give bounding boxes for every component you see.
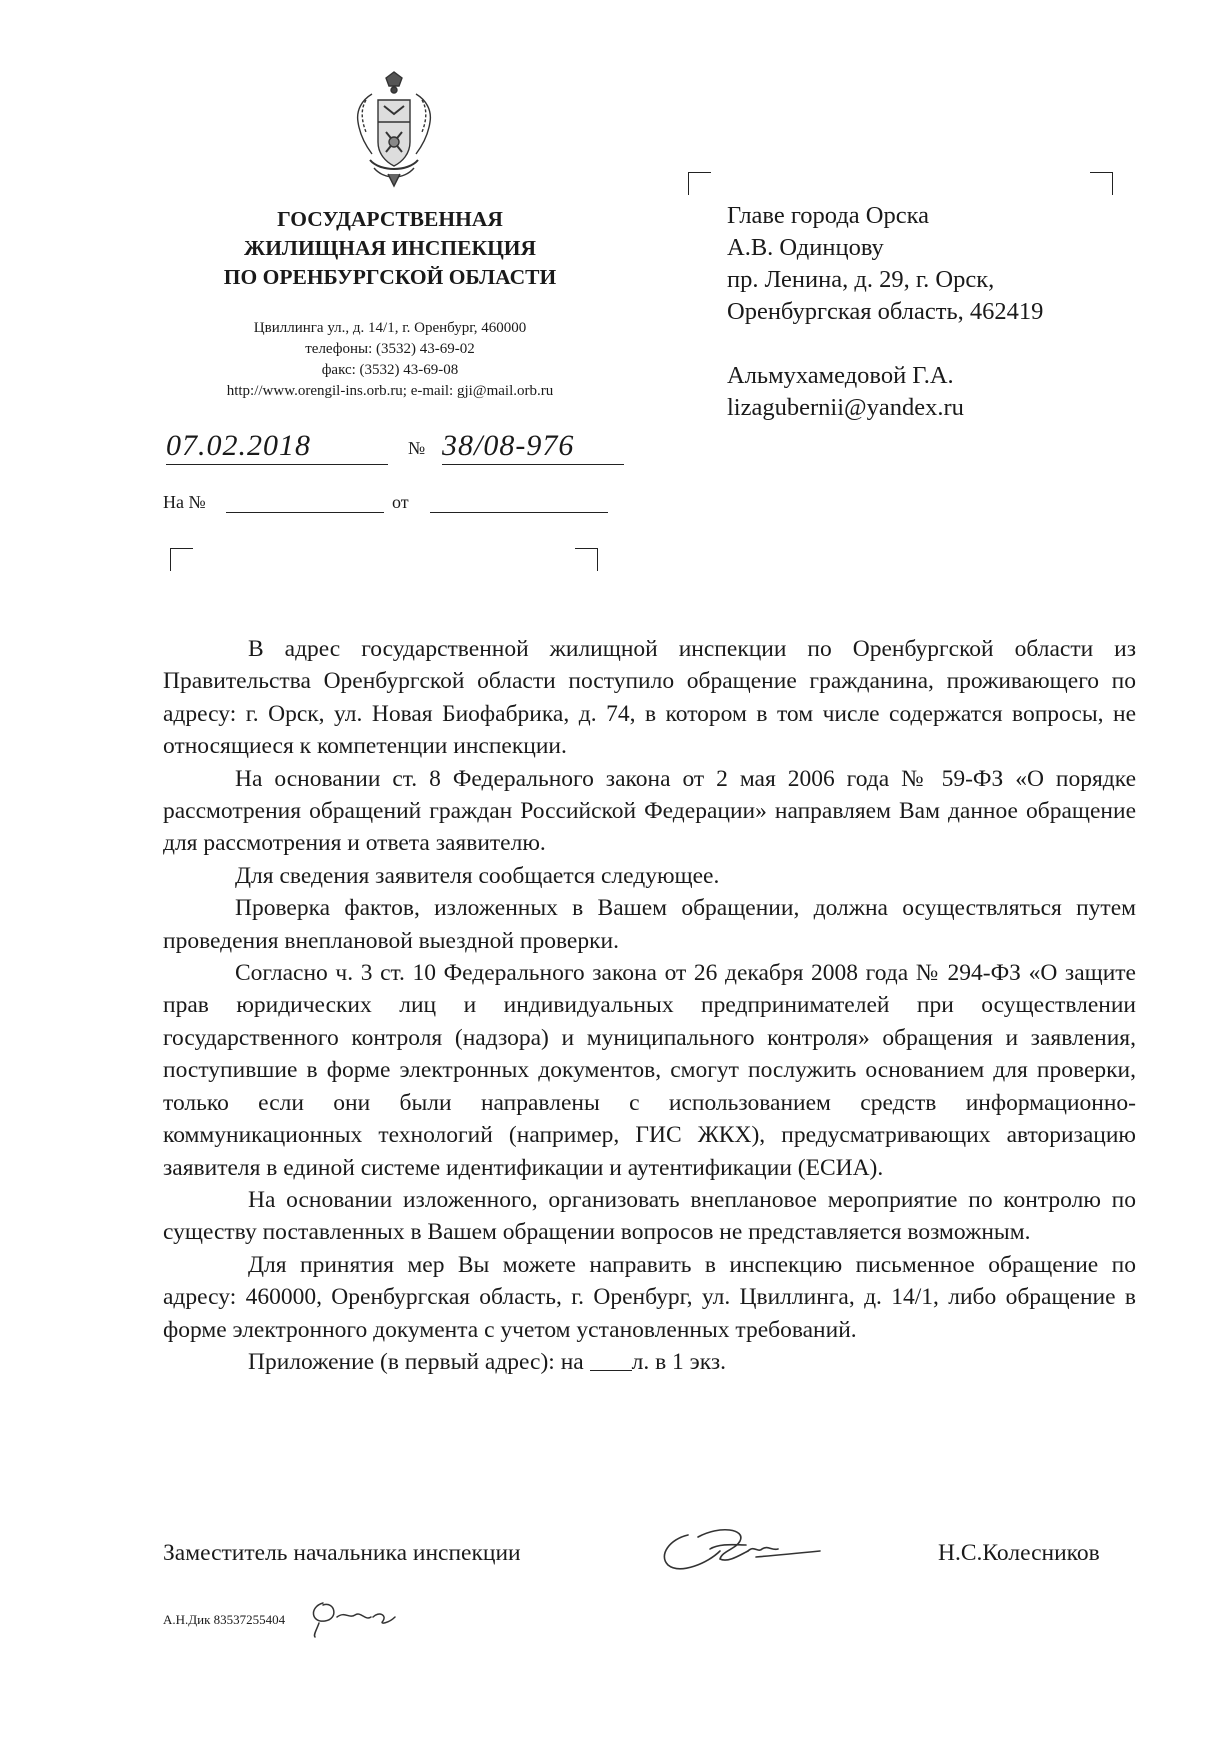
- registration-number-label: №: [408, 438, 426, 458]
- handwritten-signature-icon: [650, 1515, 830, 1577]
- sender-organization: [160, 205, 620, 292]
- letter-body: [163, 633, 1136, 1378]
- annex-suffix: л. в 1 экз.: [631, 1348, 727, 1375]
- body-paragraph: Проверка фактов, изложенных в Вашем обращении, должна осуществляться путем проведения внеплановой выездной проверки.: [163, 895, 1136, 954]
- recipient-line-2: А.В. Одинцову: [727, 234, 884, 261]
- registration-line: [160, 428, 630, 468]
- recipient-line-4: Оренбургская область, 462419: [727, 298, 1044, 325]
- reply-reference-line: [160, 492, 630, 522]
- recipient-block: [727, 200, 1147, 424]
- sender-contacts: [160, 318, 620, 402]
- executor-info: А.Н.Дик 83537255404: [163, 1612, 286, 1627]
- reply-number-blank: [226, 512, 384, 513]
- annex-prefix: Приложение (в первый адрес): на: [248, 1348, 584, 1375]
- handwritten-initials-icon: [303, 1593, 413, 1639]
- recipient-corner-top-right: [1090, 172, 1113, 195]
- reply-to-label: На №: [163, 492, 206, 512]
- recipient-corner-top-left: [688, 172, 711, 195]
- body-paragraph: Для принятия мер Вы можете направить в инспекцию письменное обращение по адресу: 460000, Оренбургская область, г. Оренбург, ул. Цвиллинга, д. 14/1, либо обращение в форме электронного документа с учетом установленных требований.: [163, 1251, 1136, 1343]
- sender-fax: факс: (3532) 43-69-08: [321, 362, 459, 378]
- org-line-2: ЖИЛИЩНАЯ ИНСПЕКЦИЯ: [243, 236, 537, 260]
- reply-date-blank: [430, 512, 608, 513]
- annex-pages-blank: [590, 1346, 632, 1371]
- signatory-name: Н.С.Колесников: [938, 1540, 1100, 1566]
- org-line-1: ГОСУДАРСТВЕННАЯ: [277, 207, 503, 231]
- body-paragraph: В адрес государственной жилищной инспекции по Оренбургской области из Правительства Оренбургской области поступило обращение гражданина, проживающего по адресу: г. Орск, ул. Новая Биофабрика, д. 74, в котором в том числе содержатся вопросы, не относящиеся к компетенции инспекции.: [163, 636, 1136, 760]
- body-paragraph: Согласно ч. 3 ст. 10 Федерального закона от 26 декабря 2008 года № 294-ФЗ «О защите прав юридических лиц и индивидуальных предпринимателей при осуществлении государственного контроля (надзора) и муниципального контроля» обращения и заявления, поступившие в форме электронных документов, смогут послужить основанием для проверки, только если они были направлены с использованием средств информационно-коммуникационных технологий (например, ГИС ЖКХ), предусматривающих авторизацию заявителя в единой системе идентификации и аутентификации (ЕСИА).: [163, 960, 1136, 1181]
- registration-date: 07.02.2018: [166, 428, 388, 465]
- body-paragraph: На основании изложенного, организовать внеплановое мероприятие по контролю по существу поставленных в Вашем обращении вопросов не представляется возможным.: [163, 1186, 1136, 1246]
- registration-number: 38/08-976: [442, 428, 624, 465]
- body-paragraph: На основании ст. 8 Федерального закона от 2 мая 2006 года № 59-ФЗ «О порядке рассмотрения обращений граждан Российской Федерации» направляем Вам данное обращение для рассмотрения и ответа заявителю.: [163, 765, 1136, 857]
- recipient-line-1: Главе города Орска: [727, 202, 930, 229]
- recipient-second-email: lizagubernii@yandex.ru: [727, 394, 964, 421]
- left-field-corner-top-left: [170, 548, 193, 571]
- left-field-corner-top-right: [575, 548, 598, 571]
- recipient-line-3: пр. Ленина, д. 29, г. Орск,: [727, 266, 995, 293]
- sender-web-email: http://www.orengil-ins.orb.ru; e-mail: gji@mail.orb.ru: [226, 383, 554, 399]
- body-paragraph: Для сведения заявителя сообщается следующее.: [235, 862, 720, 889]
- sender-phones: телефоны: (3532) 43-69-02: [305, 341, 475, 357]
- reply-from-label: от: [392, 492, 409, 512]
- org-line-3: ПО ОРЕНБУРГСКОЙ ОБЛАСТИ: [223, 265, 557, 289]
- annex-line: [163, 1346, 1136, 1378]
- recipient-second-name: Альмухамедовой Г.А.: [727, 362, 954, 389]
- coat-of-arms-icon: [352, 70, 436, 188]
- signatory-title: Заместитель начальника инспекции: [163, 1540, 521, 1566]
- sender-address: Цвиллинга ул., д. 14/1, г. Оренбург, 460000: [253, 320, 527, 336]
